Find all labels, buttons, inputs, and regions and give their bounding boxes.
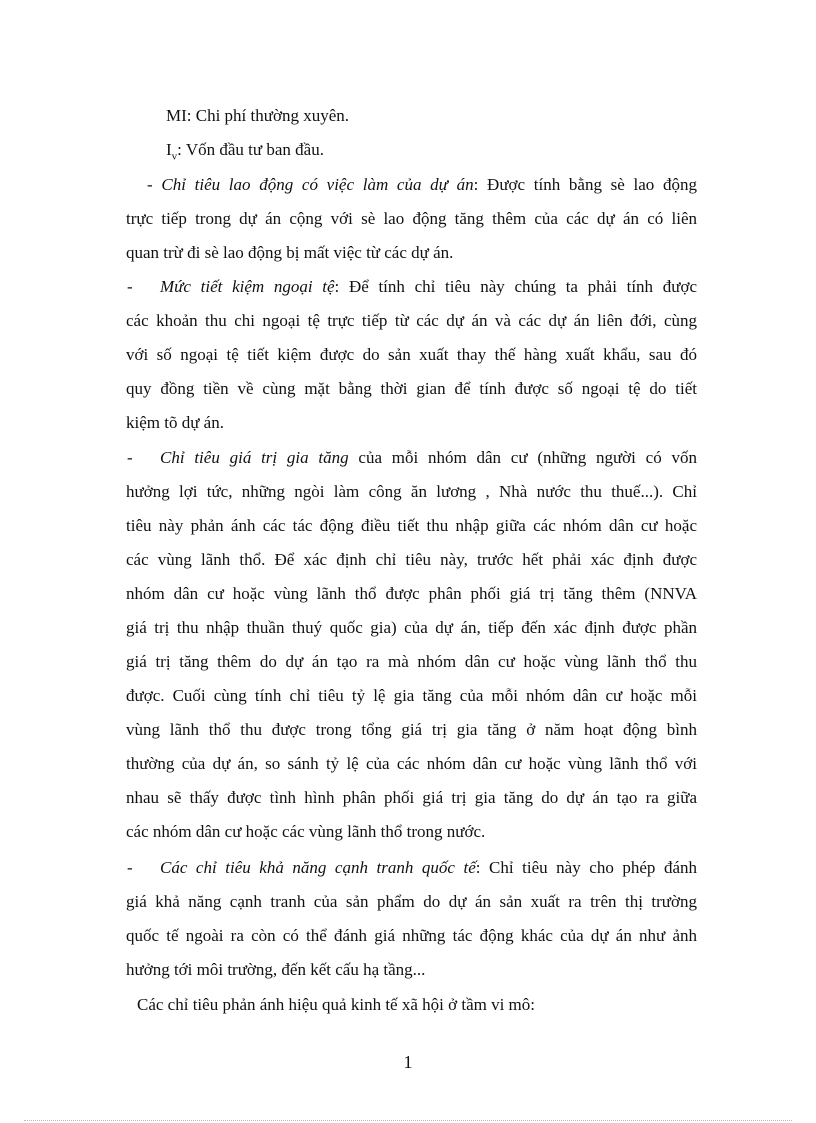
footer-divider xyxy=(24,1120,792,1121)
paragraph-competitiveness-line-4: hưởng tới môi trường, đến kết cấu hạ tầng... xyxy=(126,960,426,979)
paragraph-competitiveness-line-3: quốc tế ngoài ra còn có thể đánh giá những tác động khác của dự án như ảnh xyxy=(126,926,697,945)
paragraph-forex-line-3: với số ngoại tệ tiết kiệm được do sản xuất thay thế hàng xuất khẩu, sau đó xyxy=(126,345,697,364)
paragraph-labor-line-1: - Chỉ tiêu lao động có việc làm của dự án: Được tính bằng sè lao động xyxy=(147,175,697,194)
paragraph-forex-line-2: các khoản thu chi ngoại tệ trực tiếp từ các dự án và các dự án liên đới, cùng xyxy=(126,311,697,330)
ml-definition: MI: Chi phí thường xuyên. xyxy=(166,106,350,125)
paragraph-value-added-line-10: thường của dự án, so sánh tỷ lệ của các nhóm dân cư hoặc vùng lãnh thổ với xyxy=(126,754,697,773)
paragraph-labor-line-3: quan trừ đi sè lao động bị mất việc từ các dự án. xyxy=(126,243,454,262)
paragraph-value-added-line-8: được. Cuối cùng tính chỉ tiêu tỷ lệ gia tăng của mỗi nhóm dân cư hoặc mỗi xyxy=(126,686,697,705)
paragraph-competitiveness-line-1: Các chỉ tiêu khả năng cạnh tranh quốc tế: Chỉ tiêu này cho phép đánh xyxy=(160,858,697,877)
paragraph-value-added-line-12: các nhóm dân cư hoặc các vùng lãnh thổ trong nước. xyxy=(126,822,486,841)
bullet-dash: - xyxy=(127,277,133,296)
iv-definition: $I_v$: Vốn đầu tư ban đầu. xyxy=(166,140,324,163)
paragraph-value-added-line-5: nhóm dân cư hoặc vùng lãnh thổ được phân phối giá trị tăng thêm (NNVA xyxy=(126,584,697,603)
page-number: 1 xyxy=(403,1052,413,1072)
bullet-dash: - xyxy=(127,448,133,467)
paragraph-forex-line-5: kiệm tõ dự án. xyxy=(126,413,224,432)
paragraph-labor-line-2: trực tiếp trong dự án cộng với sè lao động tăng thêm của các dự án có liên xyxy=(126,209,697,228)
paragraph-forex-line-1: Mức tiết kiệm ngoại tệ: Để tính chỉ tiêu này chúng ta phải tính được xyxy=(160,277,697,296)
paragraph-micro-indicators: Các chỉ tiêu phản ánh hiệu quả kinh tế xã hội ở tầm vi mô: xyxy=(137,995,536,1014)
paragraph-value-added-line-7: giá trị tăng thêm do dự án tạo ra mà nhóm dân cư hoặc vùng lãnh thổ thu xyxy=(126,652,697,671)
paragraph-value-added-line-11: nhau sẽ thấy được tình hình phân phối giá trị gia tăng do dự án tạo ra giữa xyxy=(126,788,697,807)
paragraph-value-added-line-6: giá trị thu nhập thuần thuý quốc gia) của dự án, tiếp đến xác định được phần xyxy=(126,618,697,637)
paragraph-competitiveness-line-2: giá khả năng cạnh tranh của sản phẩm do dự án sản xuất ra trên thị trường xyxy=(126,892,697,911)
paragraph-value-added-line-1: Chỉ tiêu giá trị gia tăng của mỗi nhóm dân cư (những người có vốn xyxy=(160,448,697,467)
paragraph-value-added-line-9: vùng lãnh thổ thu được trong tổng giá trị gia tăng ở năm hoạt động bình xyxy=(126,720,697,739)
paragraph-value-added-line-4: các vùng lãnh thổ. Để xác định chỉ tiêu này, trước hết phải xác định được xyxy=(126,550,697,569)
paragraph-value-added-line-3: tiêu này phản ánh các tác động điều tiết thu nhập giữa các nhóm dân cư hoặc xyxy=(126,516,697,535)
paragraph-value-added-line-2: hưởng lợi tức, những ngòi làm công ăn lương , Nhà nước thu thuế...). Chỉ xyxy=(126,482,697,501)
bullet-dash: - xyxy=(127,858,133,877)
paragraph-forex-line-4: quy đồng tiền về cùng mặt bằng thời gian để tính được số ngoại tệ do tiết xyxy=(126,379,697,398)
